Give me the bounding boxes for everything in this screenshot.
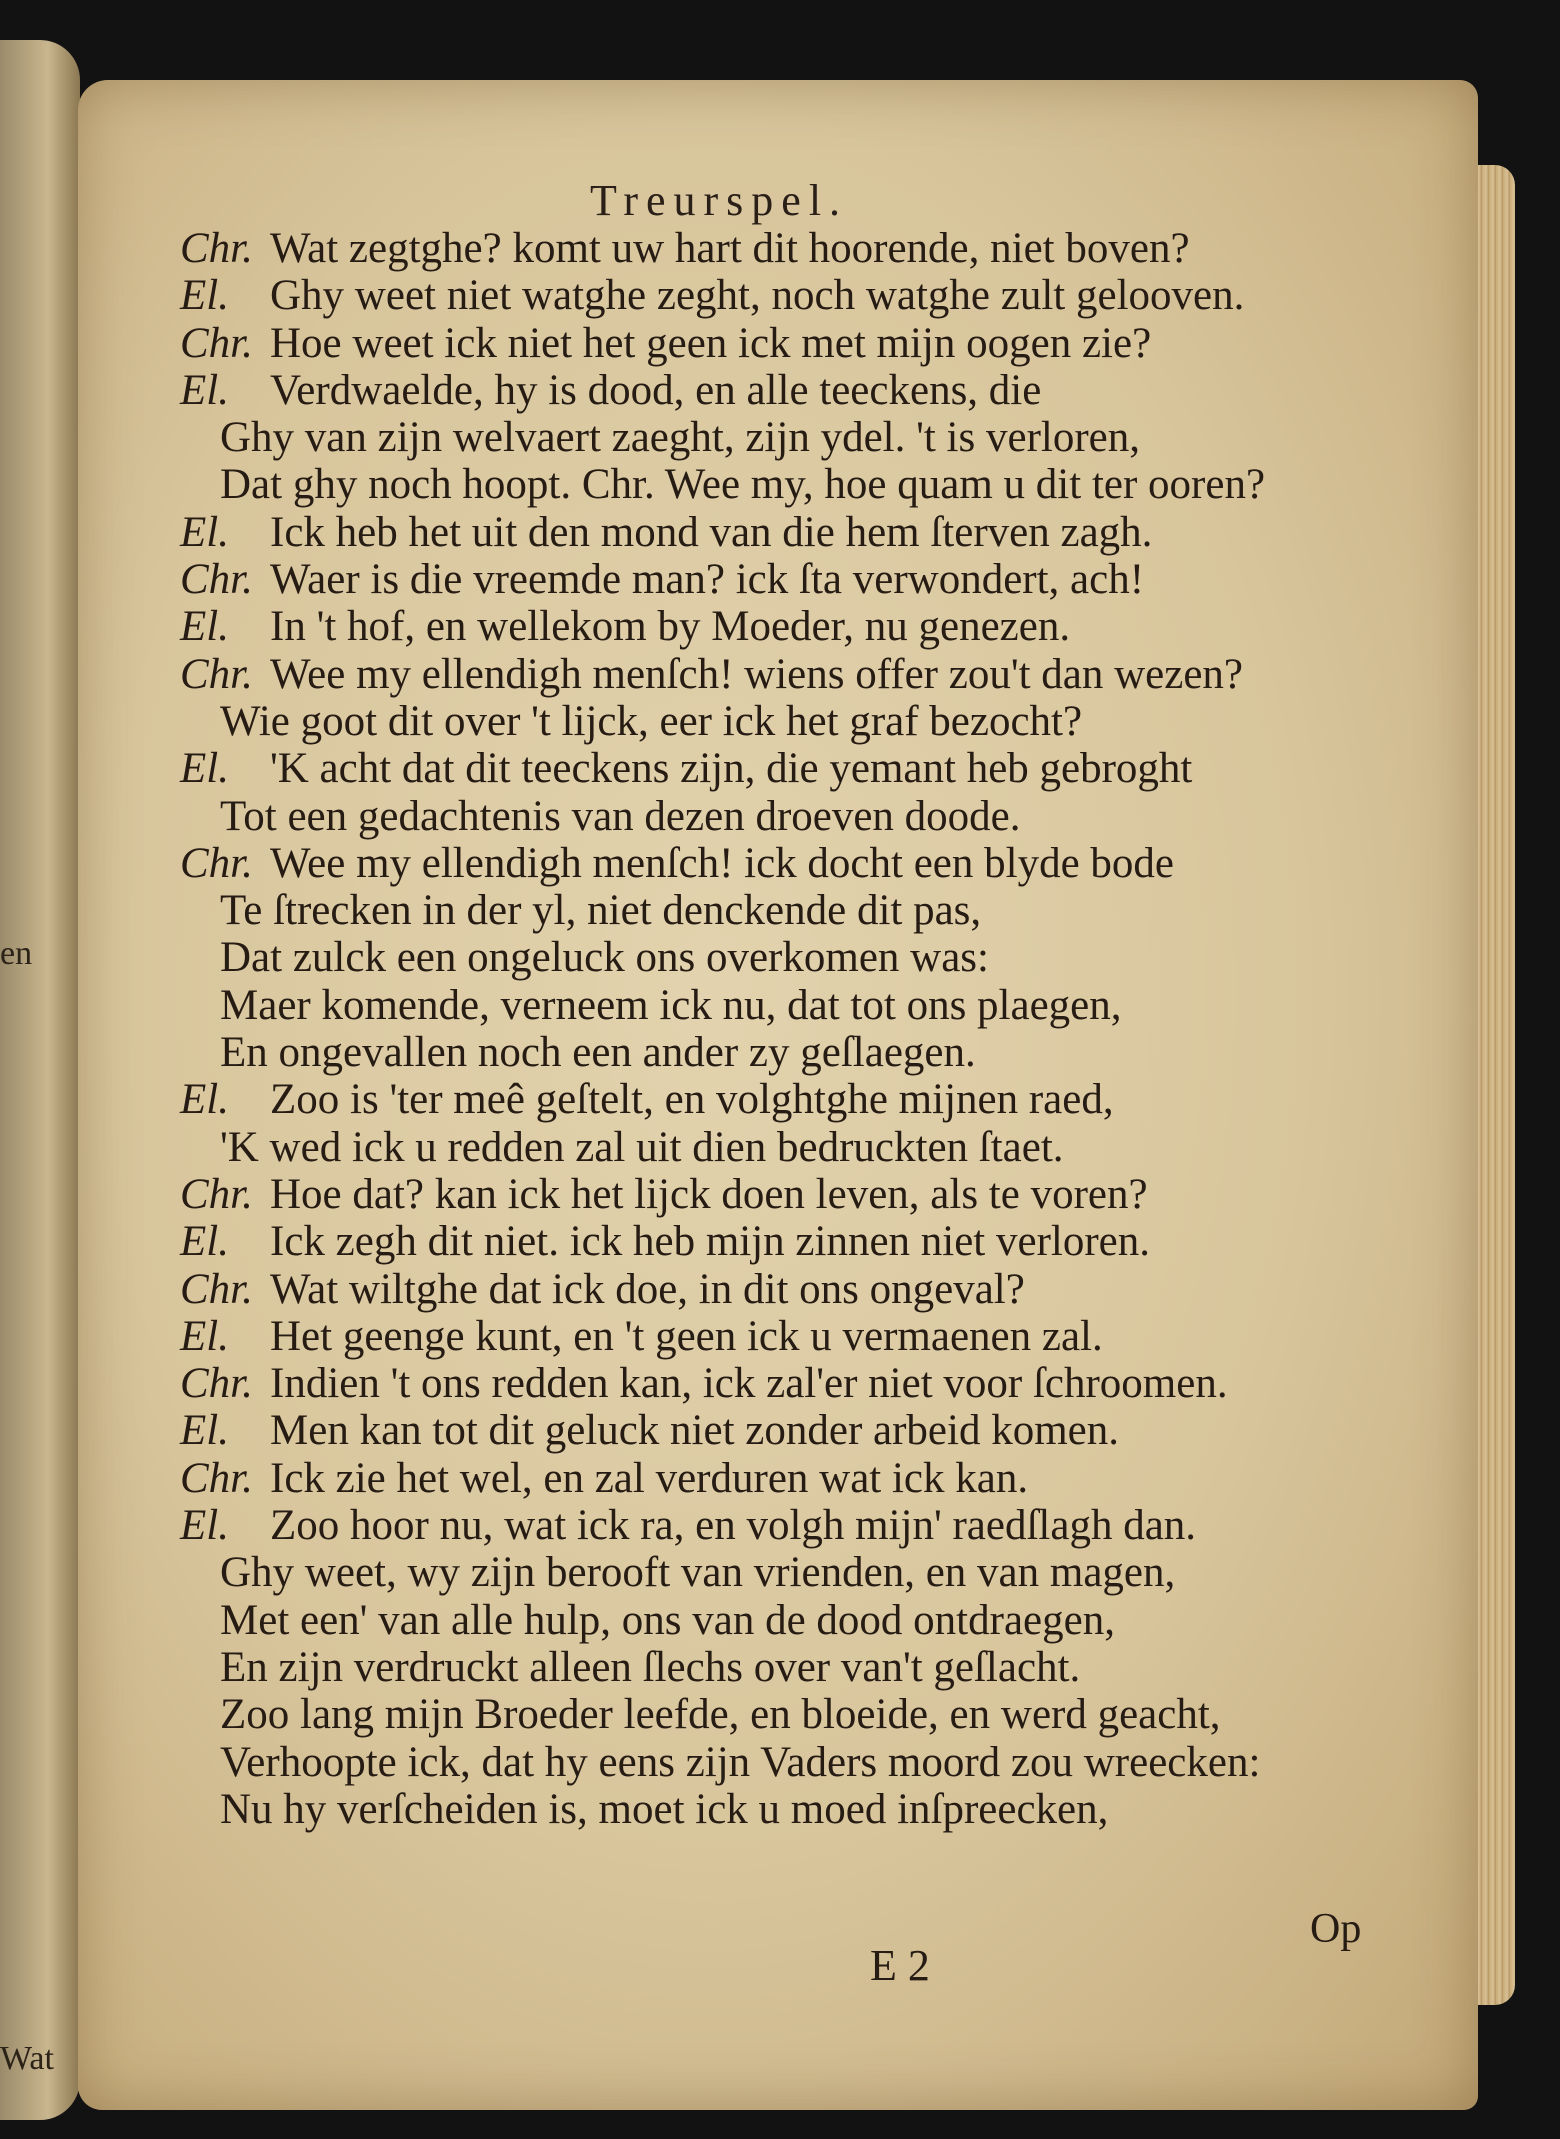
verse-line — [180, 1455, 1380, 1502]
verse-text: Dat ghy noch hoopt. Chr. Wee my, hoe quam u dit ter ooren? — [220, 461, 1266, 509]
verse-line — [180, 367, 1380, 414]
speaker-label: Chr. — [180, 650, 253, 698]
verse-text: Te ſtrecken in der yl, niet denckende dit pas, — [220, 887, 982, 935]
verse-line — [180, 1786, 1380, 1833]
verse-text: Het geenge kunt, en 't geen ick u vermaenen zal. — [270, 1312, 1103, 1360]
speaker-label: Chr. — [180, 1265, 253, 1313]
verse-line — [180, 1171, 1380, 1218]
verse-text: Ghy van zijn welvaert zaeght, zijn ydel. 't is verloren, — [220, 414, 1140, 462]
speaker-label: El. — [180, 1407, 229, 1455]
speaker-label: El. — [180, 1312, 229, 1360]
verse-text: Men kan tot dit geluck niet zonder arbeid komen. — [270, 1407, 1119, 1455]
signature-mark: E 2 — [870, 1941, 930, 1990]
verse-text: Wee my ellendigh menſch! ick docht een blyde bode — [270, 839, 1175, 887]
verse-line — [180, 509, 1380, 556]
verse-text: Verhoopte ick, dat hy eens zijn Vaders moord zou wreecken: — [220, 1738, 1261, 1786]
verse-line — [180, 840, 1380, 887]
verse-line — [180, 1218, 1380, 1265]
speaker-label: El. — [180, 1076, 229, 1124]
verse-text: Maer komende, verneem ick nu, dat tot ons plaegen, — [220, 981, 1122, 1029]
verse-line — [180, 1076, 1380, 1123]
verse-text: Indien 't ons redden kan, ick zal'er niet voor ſchroomen. — [270, 1360, 1228, 1408]
left-page-fragment: Wat — [0, 2040, 54, 2077]
catchword: Op — [1310, 1906, 1362, 1952]
verse-line — [180, 603, 1380, 650]
verse-text: Wie goot dit over 't lijck, eer ick het graf bezocht? — [220, 697, 1083, 745]
verse-line — [180, 272, 1380, 319]
verse-line — [180, 1597, 1380, 1644]
verse-line — [180, 1739, 1380, 1786]
speaker-label: Chr. — [180, 556, 253, 604]
verse-line — [180, 320, 1380, 367]
verse-text: Nu hy verſcheiden is, moet ick u moed inſpreecken, — [220, 1785, 1109, 1833]
speaker-label: Chr. — [180, 839, 253, 887]
verse-line — [180, 651, 1380, 698]
verse-line — [180, 1644, 1380, 1691]
verse-line — [180, 982, 1380, 1029]
left-page-edge — [0, 40, 80, 2120]
verse-line — [180, 414, 1380, 461]
verse-line — [180, 461, 1380, 508]
verse-text: Wat zegtghe? komt uw hart dit hoorende, niet boven? — [270, 225, 1190, 272]
verse-line — [180, 1313, 1380, 1360]
left-page-fragment: en — [0, 935, 33, 972]
verse-text: En ongevallen noch een ander zy geſlaegen. — [220, 1029, 976, 1077]
verse-line — [180, 887, 1380, 934]
verse-text: Ghy weet, wy zijn berooft van vrienden, en van magen, — [220, 1549, 1176, 1597]
speaker-label: Chr. — [180, 1360, 253, 1408]
verse-text: Zoo is 'ter meê geſtelt, en volghtghe mijnen raed, — [270, 1076, 1114, 1124]
verse-text: 'K wed ick u redden zal uit dien bedruckten ſtaet. — [220, 1123, 1064, 1171]
verse-line — [180, 556, 1380, 603]
verse-line — [180, 793, 1380, 840]
speaker-label: Chr. — [180, 1170, 253, 1218]
verse-text: Verdwaelde, hy is dood, en alle teeckens, die — [270, 366, 1042, 414]
verse-text: En zijn verdruckt alleen ſlechs over van't geſlacht. — [220, 1643, 1081, 1691]
verse-text: Dat zulck een ongeluck ons overkomen was: — [220, 934, 989, 982]
verse-block — [180, 225, 1380, 1833]
verse-text: Met een' van alle hulp, ons van de dood ontdraegen, — [220, 1596, 1115, 1644]
verse-text: Zoo lang mijn Broeder leefde, en bloeide, en werd geacht, — [220, 1691, 1221, 1739]
verse-text: Ick heb het uit den mond van die hem ſterven zagh. — [270, 508, 1153, 556]
verse-text: Zoo hoor nu, wat ick ra, en volgh mijn' raedſlagh dan. — [270, 1502, 1197, 1550]
verse-text: Tot een gedachtenis van dezen droeven doode. — [220, 792, 1021, 840]
verse-text: Waer is die vreemde man? ick ſta verwondert, ach! — [270, 556, 1145, 604]
verse-text: Ghy weet niet watghe zeght, noch watghe zult gelooven. — [270, 272, 1245, 320]
speaker-label: El. — [180, 1502, 229, 1550]
verse-line — [180, 1502, 1380, 1549]
verse-text: In 't hof, en wellekom by Moeder, nu genezen. — [270, 603, 1071, 651]
speaker-label: El. — [180, 366, 229, 414]
verse-text: Hoe weet ick niet het geen ick met mijn oogen zie? — [270, 319, 1152, 367]
verse-line — [180, 1124, 1380, 1171]
verse-text: Hoe dat? kan ick het lijck doen leven, als te voren? — [270, 1170, 1148, 1218]
verse-line — [180, 698, 1380, 745]
speaker-label: El. — [180, 272, 229, 320]
speaker-label: Chr. — [180, 1454, 253, 1502]
verse-text: Ick zie het wel, en zal verduren wat ick kan. — [270, 1454, 1029, 1502]
verse-line — [180, 745, 1380, 792]
speaker-label: El. — [180, 745, 229, 793]
verse-line — [180, 1691, 1380, 1738]
verse-line — [180, 1360, 1380, 1407]
speaker-label: El. — [180, 603, 229, 651]
verse-line — [180, 1549, 1380, 1596]
verse-text: Ick zegh dit niet. ick heb mijn zinnen niet verloren. — [270, 1218, 1151, 1266]
speaker-label: El. — [180, 1218, 229, 1266]
speaker-label: El. — [180, 508, 229, 556]
verse-text: Wee my ellendigh menſch! wiens offer zou't dan wezen? — [270, 650, 1244, 698]
verse-text: Wat wiltghe dat ick doe, in dit ons ongeval? — [270, 1265, 1025, 1313]
verse-line — [180, 1266, 1380, 1313]
verse-line — [180, 225, 1380, 272]
speaker-label: Chr. — [180, 319, 253, 367]
verse-line — [180, 934, 1380, 981]
running-header: Treurspel. — [590, 176, 849, 225]
verse-line — [180, 1407, 1380, 1454]
verse-line — [180, 1029, 1380, 1076]
verse-text: 'K acht dat dit teeckens zijn, die yemant heb gebroght — [270, 745, 1193, 793]
speaker-label: Chr. — [180, 225, 253, 272]
